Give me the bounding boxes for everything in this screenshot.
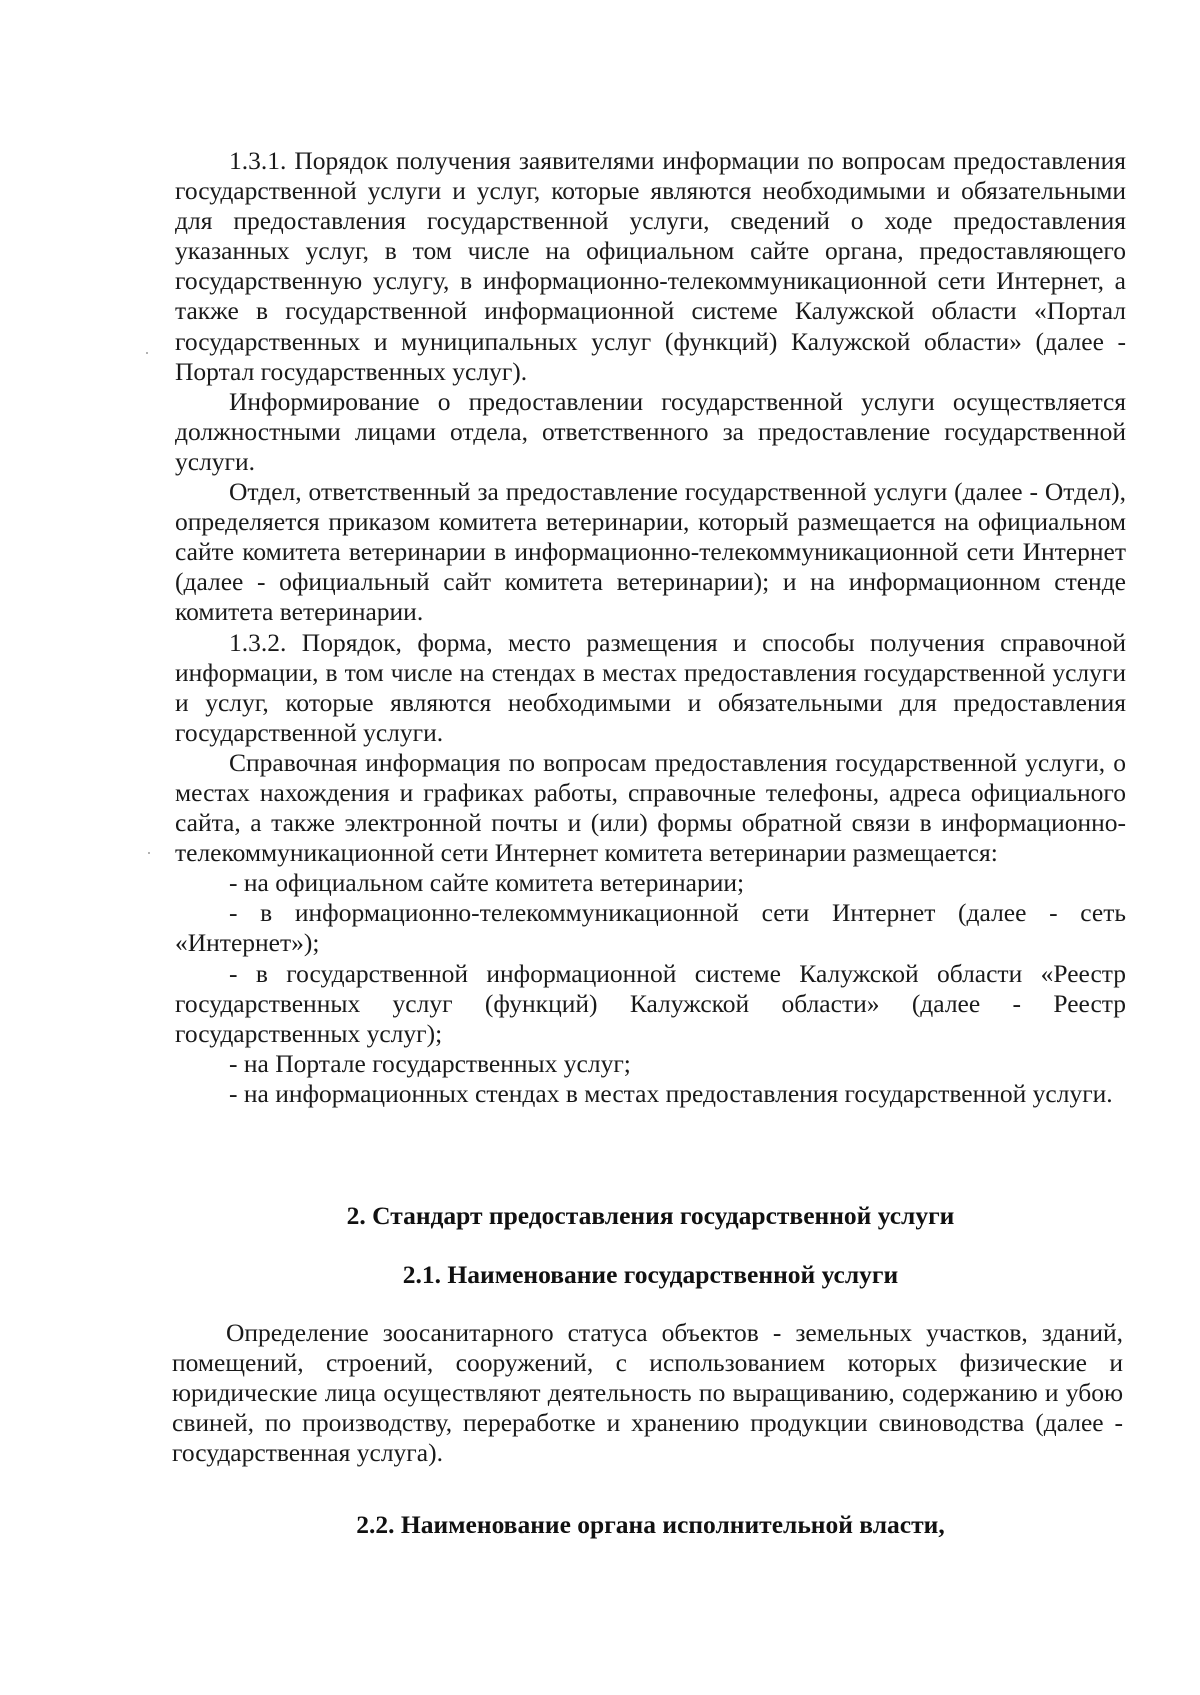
scan-artifact bbox=[146, 352, 148, 354]
paragraph-department: Отдел, ответственный за предоставление государственной услуги (далее - Отдел), определяется приказом комитета ветеринарии, который размещается на официальном сайте комитета ветеринарии в информационно-телекоммуникационной сети Интернет (далее - официальный сайт комитета ветеринарии); и на информационном стенде комитета ветеринарии. bbox=[175, 477, 1126, 627]
section-heading-2-2: 2.2. Наименование органа исполнительной власти, bbox=[356, 1510, 945, 1539]
scan-artifact bbox=[148, 852, 150, 854]
section-2-1-body bbox=[172, 1318, 1123, 1468]
list-item: - на официальном сайте комитета ветеринарии; bbox=[229, 868, 745, 898]
section-1-3-body bbox=[175, 146, 1126, 1109]
list-item: - в информационно-телекоммуникационной сети Интернет (далее - сеть «Интернет»); bbox=[175, 898, 1126, 958]
list-item: - в государственной информационной системе Калужской области «Реестр государственных услуг (функций) Калужской области» (далее - Реестр государственных услуг); bbox=[175, 958, 1126, 1048]
paragraph-informing: Информирование о предоставлении государственной услуги осуществляется должностными лицами отдела, ответственного за предоставление государственной услуги. bbox=[175, 386, 1126, 476]
paragraph-1-3-1: 1.3.1. Порядок получения заявителями информации по вопросам предоставления государственной услуги и услуг, которые являются необходимыми и обязательными для предоставления государственной услуги, сведений о ходе предоставления указанных услуг, в том числе на официальном сайте органа, предоставляющего государственную услугу, в информационно-телекоммуникационной сети Интернет, а также в государственной информационной системе Калужской области «Портал государственных и муниципальных услуг (функций) Калужской области» (далее - Портал государственных услуг). bbox=[175, 146, 1126, 386]
paragraph-1-3-2: 1.3.2. Порядок, форма, место размещения и способы получения справочной информации, в том числе на стендах в местах предоставления государственной услуги и услуг, которые являются необходимыми и обязательными для предоставления государственной услуги. bbox=[175, 627, 1126, 747]
section-heading-2-1: 2.1. Наименование государственной услуги bbox=[402, 1260, 899, 1289]
section-heading-2: 2. Стандарт предоставления государственной услуги bbox=[346, 1201, 955, 1230]
list-item: - на информационных стендах в местах предоставления государственной услуги. bbox=[229, 1078, 1113, 1108]
paragraph-service-name: Определение зоосанитарного статуса объектов - земельных участков, зданий, помещений, строений, сооружений, с использованием которых физические и юридические лица осуществляют деятельность по выращиванию, содержанию и убою свиней, по производству, переработке и хранению продукции свиноводства (далее - государственная услуга). bbox=[172, 1318, 1123, 1468]
list-item: - на Портале государственных услуг; bbox=[229, 1048, 631, 1078]
paragraph-reference-info: Справочная информация по вопросам предоставления государственной услуги, о местах нахождения и графиках работы, справочные телефоны, адреса официального сайта, а также электронной почты и (или) формы обратной связи в информационно-телекоммуникационной сети Интернет комитета ветеринарии размещается: bbox=[175, 747, 1126, 868]
